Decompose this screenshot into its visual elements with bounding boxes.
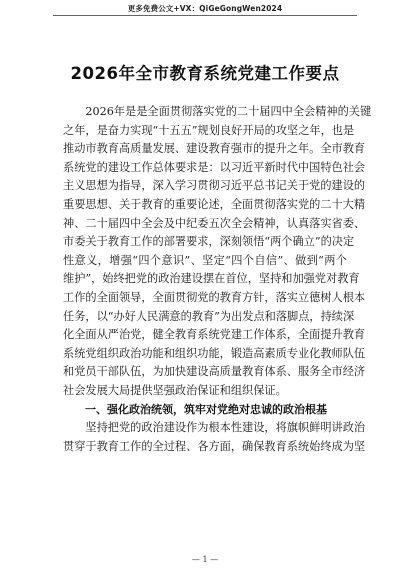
body-line: 主义思想为指导，深入学习贯彻习近平总书记关于党的建设的 [63,179,366,193]
body-line: 和党员干部队伍，为加快建设高质量教育体系、服务全市经济 [63,365,366,379]
body-line: 任务，以“办好人民满意的教育”为出发点和落脚点，持续深 [63,309,355,323]
body-line: 神、二十届四中全会及中纪委五次全会精神，认真落实省委、 [63,216,366,230]
section-heading: 一、强化政治统领，筑牢对党绝对忠诚的政治根基 [85,402,327,416]
body-line: 推动市教育高质量发展、建设教育强市的提升之年。全市教育 [63,142,366,156]
body-line: 2026年是是全面贯彻落实党的二十届四中全会精神的关键 [63,105,372,118]
body-line: 社会发展大局提供坚强政治保证和组织保证。 [63,383,287,397]
body-line: 维护”，始终把党的政治建设摆在首位，坚持和加强党对教育 [63,272,360,286]
body-line: 化全面从严治党，健全教育系统党建工作体系，全面提升教育 [63,328,366,342]
body-line: 重要思想、关于教育的重要论述，全面贯彻落实党的二十大精 [63,197,366,211]
body-line: 市委关于教育工作的部署要求，深刻领悟“两个确立”的决定 [63,235,355,249]
body-line: 系统党组织政治功能和组织功能，锻造高素质专业化教师队伍 [63,346,366,360]
header-note: 更多免费公文+VX：QiGeGongWen2024 [127,4,283,13]
body-line: 性意义，增强“四个意识”、坚定“四个自信”、做到“两个 [63,253,347,267]
document-title: 2026年全市教育系统党建工作要点 [70,64,340,83]
body-line: 系统党的建设工作总体要求是：以习近平新时代中国特色社会 [63,160,366,174]
page-number: — 1 — [191,555,219,564]
header-divider [53,15,357,16]
document-body [63,103,372,456]
body-line: 之年，是奋力实现“十五五”规划良好开局的攻坚之年，也是 [63,123,355,137]
section-body-line: 贯穿于教育工作的全过程、各方面，确保教育系统始终成为坚 [63,439,366,453]
body-line: 工作的全面领导，全面贯彻党的教育方针，落实立德树人根本 [63,290,366,304]
section-body-line: 坚持把党的政治建设作为根本性建设，将旗帜鲜明讲政治 [63,421,366,435]
